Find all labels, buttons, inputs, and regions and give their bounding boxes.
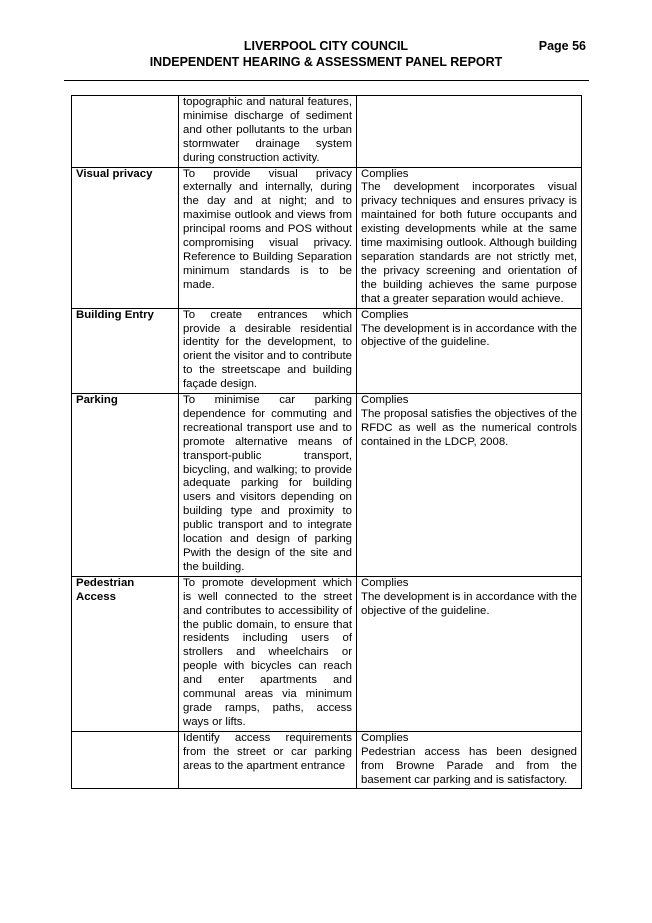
assessment-comment: The proposal satisfies the objectives of the RFDC as well as the numerical controls contained in the LDCP, 2008. [361, 407, 577, 448]
compliance-table [71, 95, 582, 789]
element-cell [72, 96, 179, 168]
table-row [72, 394, 582, 577]
element-cell: Parking [72, 394, 179, 577]
assessment-cell [357, 96, 582, 168]
compliance-status: Complies [361, 731, 409, 744]
objective-cell: To provide visual privacy externally and internally, during the day and at night; and to maximise outlook and views from principal rooms and POS without compromising visual privacy. Reference to Building Separation minimum standards is to be made. [179, 167, 357, 308]
element-cell: Pedestrian Access [72, 576, 179, 731]
council-name: LIVERPOOL CITY COUNCIL [243, 39, 409, 53]
objective-cell: To minimise car parking dependence for commuting and recreational transport use and to promote alternative means of transport-public transport, bicycling, and walking; to provide adequate parking for building users and visitors depending on building type and proximity to public transport and to integrate location and design of parking Pwith the design of the site and the building. [179, 394, 357, 577]
assessment-cell [357, 308, 582, 393]
assessment-cell [357, 167, 582, 308]
element-cell: Visual privacy [72, 167, 179, 308]
objective-cell: topographic and natural features, minimise discharge of sediment and other pollutants to the urban stormwater drainage system during construction activity. [179, 96, 357, 168]
element-cell: Building Entry [72, 308, 179, 393]
assessment-cell [357, 576, 582, 731]
assessment-comment: The development is in accordance with the objective of the guideline. [361, 322, 577, 349]
assessment-comment: Pedestrian access has been designed from Browne Parade and from the basement car parking and is satisfactory. [361, 745, 577, 786]
assessment-comment: The development incorporates visual privacy techniques and ensures privacy is maintained for both future occupants and existing developments while at the same time maximising outlook. Although building separation standards are not strictly met, the privacy screening and orientation of the building achieves the same purpose that a greater separation would achieve. [361, 181, 577, 305]
compliance-status: Complies [361, 394, 409, 407]
header-divider [64, 80, 589, 81]
assessment-cell [357, 731, 582, 789]
table-row [72, 731, 582, 789]
objective-cell: To create entrances which provide a desirable residential identity for the development, to orient the visitor and to contribute to the streetscape and building façade design. [179, 308, 357, 393]
table-row [72, 308, 582, 393]
assessment-comment: The development is in accordance with the objective of the guideline. [361, 590, 577, 617]
report-title: INDEPENDENT HEARING & ASSESSMENT PANEL REPORT [149, 55, 503, 69]
table-row [72, 576, 582, 731]
page-number: Page 56 [538, 39, 586, 53]
table-row [72, 96, 582, 168]
assessment-cell [357, 394, 582, 577]
compliance-status: Complies [361, 576, 409, 589]
element-cell [72, 731, 179, 789]
compliance-status: Complies [361, 308, 409, 321]
objective-cell: To promote development which is well connected to the street and contributes to accessibility of the public domain, to ensure that residents including users of strollers and wheelchairs or people with bicycles can reach and enter apartments and communal areas via minimum grade ramps, paths, access ways or lifts. [179, 576, 357, 731]
table-row [72, 167, 582, 308]
compliance-status: Complies [361, 167, 409, 180]
objective-cell: Identify access requirements from the street or car parking areas to the apartment entrance [179, 731, 357, 789]
